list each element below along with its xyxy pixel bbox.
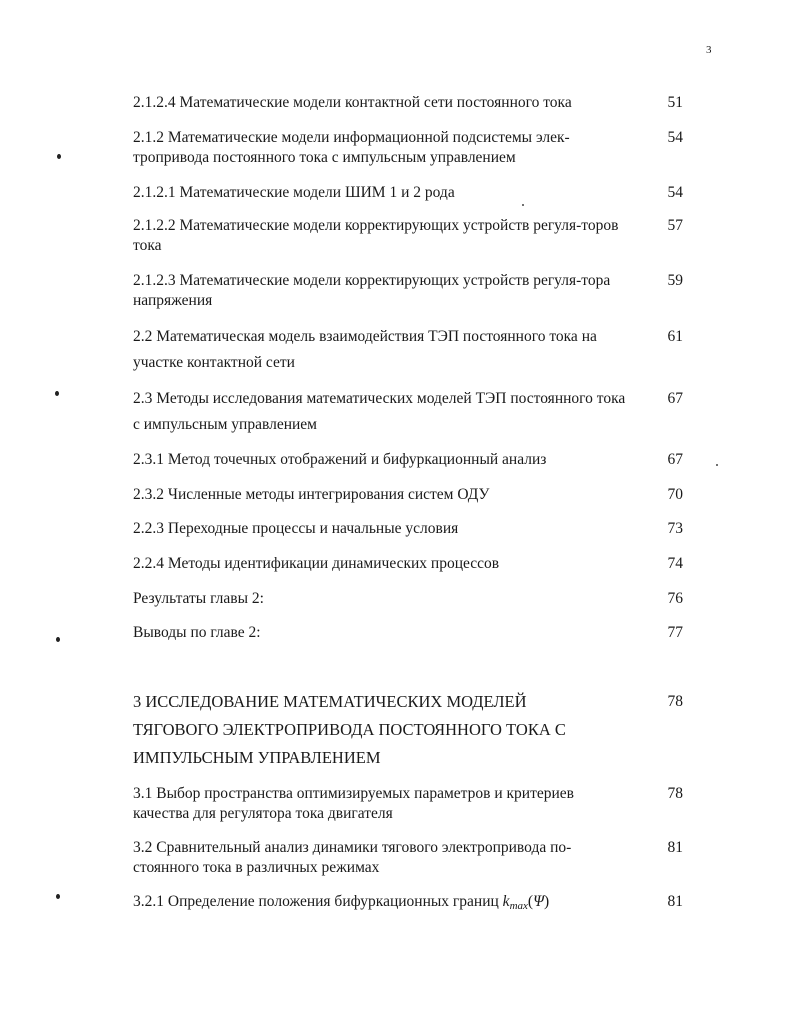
- toc-entry: [133, 271, 693, 311]
- toc-entry: [133, 324, 693, 376]
- toc-entry-title: 3 ИССЛЕДОВАНИЕ МАТЕМАТИЧЕСКИХ МОДЕЛЕЙ ТЯГОВОГО ЭЛЕКТРОПРИВОДА ПОСТОЯННОГО ТОКА С ИМПУЛЬСНЫМ УПРАВЛЕНИЕМ: [133, 692, 566, 767]
- scan-speck: [716, 464, 718, 466]
- toc-entry: [133, 183, 693, 203]
- toc-entry: [133, 93, 693, 113]
- toc-entry-page: 57: [667, 217, 683, 234]
- toc-entry: [133, 784, 693, 824]
- page-number: 3: [706, 44, 712, 56]
- toc-entry-page: 70: [667, 486, 683, 503]
- toc-entry-page: 78: [667, 785, 683, 802]
- toc-entry-title: Результаты главы 2:: [133, 590, 264, 607]
- toc-entry-title: 2.2 Математическая модель взаимодействия ТЭП постоянного тока на участке контактной сети: [133, 328, 597, 371]
- toc-entry-page: 74: [667, 555, 683, 572]
- toc-entry-page: 54: [667, 184, 683, 201]
- toc-entry: [133, 838, 693, 878]
- toc-entry: [133, 386, 693, 438]
- toc-entry-title: 2.1.2.4 Математические модели контактной сети постоянного тока: [133, 94, 572, 111]
- toc-entry-page: 59: [667, 272, 683, 289]
- binding-hole-mark: [56, 637, 60, 642]
- toc-entry-page: 76: [667, 590, 683, 607]
- toc-entry-title: 3.2 Сравнительный анализ динамики тягового электропривода по-стоянного тока в различных режимах: [133, 839, 572, 876]
- toc-entry-page: 51: [667, 94, 683, 111]
- toc-entry-page: 81: [667, 839, 683, 856]
- binding-hole-mark: [55, 391, 59, 396]
- toc-entry-title: 2.3 Методы исследования математических моделей ТЭП постоянного тока с импульсным управлением: [133, 390, 626, 433]
- toc-entry-page: 73: [667, 520, 683, 537]
- binding-hole-mark: [57, 154, 61, 159]
- toc-entry-title: 2.2.4 Методы идентификации динамических процессов: [133, 555, 500, 572]
- toc-entry: [133, 623, 693, 643]
- toc-entry-title: 2.2.3 Переходные процессы и начальные условия: [133, 520, 459, 537]
- toc-entry-title: 2.1.2 Математические модели информационной подсистемы элек-тропривода постоянного тока с импульсным управлением: [133, 129, 570, 166]
- toc-entry-title: 2.3.1 Метод точечных отображений и бифуркационный анализ: [133, 451, 547, 468]
- toc-entry-page: 78: [667, 693, 683, 710]
- toc-entry-page: 81: [667, 893, 683, 910]
- toc-entry-page: 61: [667, 328, 683, 345]
- toc-entry-title: 2.1.2.2 Математические модели корректирующих устройств регуля-торов тока: [133, 217, 619, 254]
- toc-entry-page: 67: [667, 451, 683, 468]
- toc-entry-title: Выводы по главе 2:: [133, 624, 261, 641]
- toc-entry-title: 2.1.2.3 Математические модели корректирующих устройств регуля-тора напряжения: [133, 272, 611, 309]
- toc-entry: [133, 450, 693, 470]
- toc-entry-title: 2.1.2.1 Математические модели ШИМ 1 и 2 рода: [133, 184, 455, 201]
- toc-entry: [133, 128, 693, 168]
- toc-entry-title: 3.2.1 Определение положения бифуркационных границ $k_{max}(\Psi)$: [133, 893, 550, 912]
- toc-chapter-entry: [133, 688, 693, 772]
- toc-entry-title: 2.3.2 Численные методы интегрирования систем ОДУ: [133, 486, 490, 503]
- binding-hole-mark: [56, 894, 60, 899]
- toc-entry: [133, 485, 693, 505]
- toc-entry-page: 67: [667, 390, 683, 407]
- toc-entry-page: 54: [667, 129, 683, 146]
- toc-entry: [133, 589, 693, 609]
- toc-entry: [133, 216, 693, 256]
- scan-speck: [522, 204, 524, 206]
- toc-entry: [133, 892, 693, 916]
- toc-entry: [133, 519, 693, 539]
- toc-entry-title: 3.1 Выбор пространства оптимизируемых параметров и критериев качества для регулятора тока двигателя: [133, 785, 574, 822]
- toc-entry: [133, 554, 693, 574]
- toc-entry-page: 77: [667, 624, 683, 641]
